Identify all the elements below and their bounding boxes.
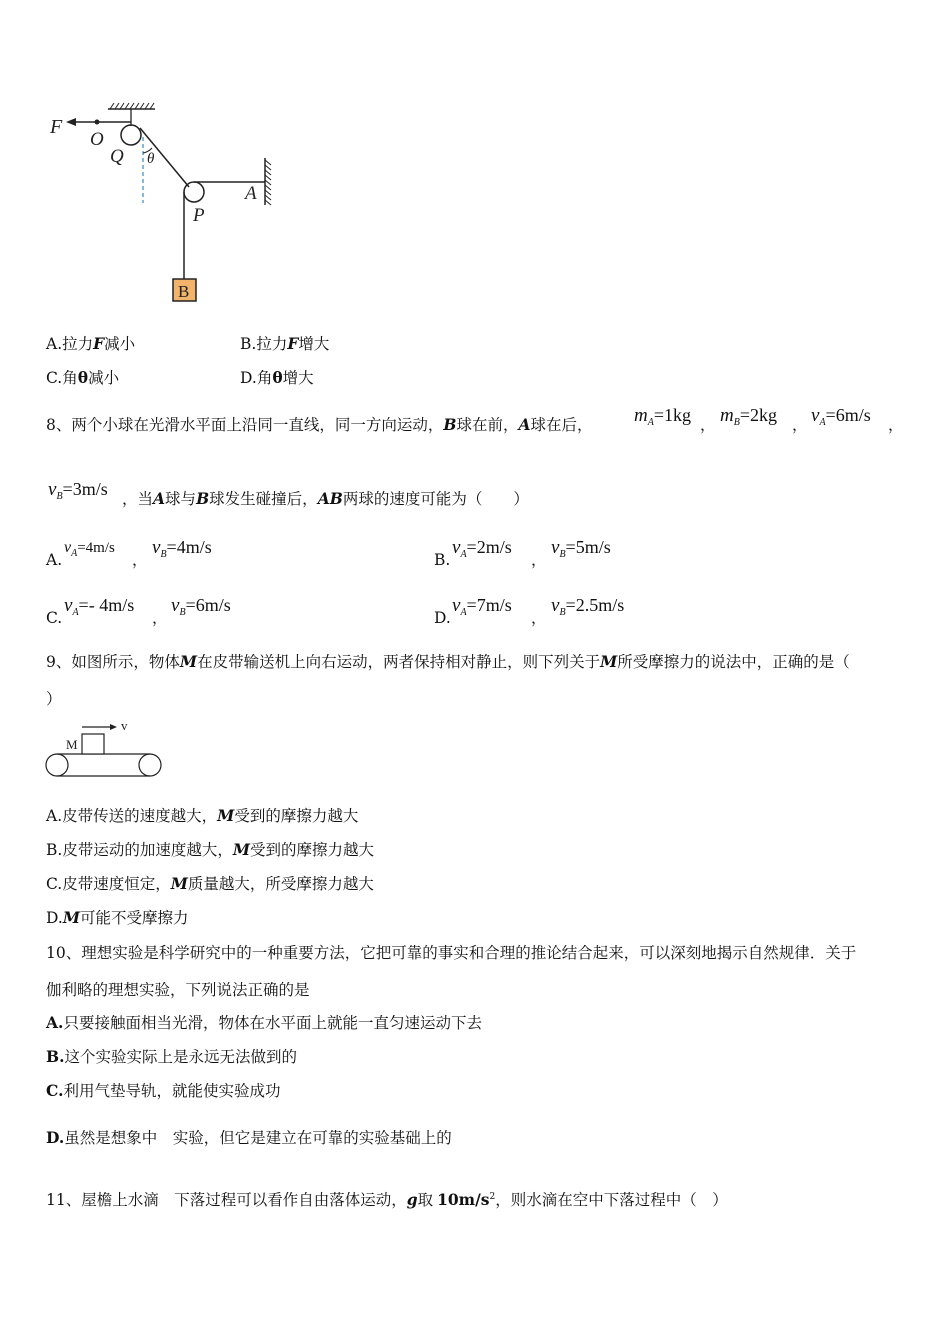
q8-velocity-b: $v_B=3m/s$ — [48, 479, 108, 502]
q8-option-a-comma: ， — [132, 551, 148, 569]
label-m: M — [66, 737, 78, 752]
q8-option-c-comma: ， — [152, 609, 168, 627]
q11-stem: 11、屋檐上水滴 下落过程可以看作自由落体运动，g取 $10m/s^2$，则水滴在空中下落过程中（ ） — [46, 1190, 728, 1210]
label-o: O — [90, 129, 104, 150]
pulley-q — [121, 125, 141, 145]
roller-left — [46, 754, 68, 776]
q8-option-a-va: $v_A=4m/s$ — [64, 539, 115, 559]
q8-comma-1: ， — [700, 416, 716, 434]
q8-option-b-vb: $v_B=5m/s$ — [551, 537, 611, 560]
label-f: F — [50, 116, 63, 138]
q10-stem-line1: 10、理想实验是科学研究中的一种重要方法，它把可靠的事实和合理的推论结合起来，可以深刻地揭示自然规律．关于 — [46, 944, 857, 962]
label-a: A — [245, 183, 257, 204]
label-p: P — [193, 205, 205, 226]
roller-right — [139, 754, 161, 776]
q9-option-b: B.皮带运动的加速度越大，M受到的摩擦力越大 — [46, 840, 375, 859]
q8-stem-line1: 8、两个小球在光滑水平面上沿同一直线，同一方向运动，B球在前，A球在后， — [46, 415, 593, 434]
ceiling-hatch — [110, 103, 154, 109]
q9-stem-line2: ） — [46, 690, 62, 708]
velocity-arrowhead — [110, 724, 117, 730]
arrow-f — [66, 118, 76, 126]
label-theta: θ — [147, 151, 155, 167]
q7-option-d: D.角θ增大 — [240, 368, 314, 387]
q8-option-d-vb: $v_B=2.5m/s$ — [551, 595, 625, 618]
pulley-diagram — [40, 95, 290, 310]
label-v: v — [121, 718, 128, 733]
label-b: B — [178, 282, 190, 301]
q8-stem-line2: ，当A球与B球发生碰撞后，AB两球的速度可能为（ ） — [122, 489, 529, 508]
point-o — [95, 120, 100, 125]
q9-option-d: D.M可能不受摩擦力 — [46, 908, 189, 927]
block-m — [82, 734, 104, 754]
q10-option-c: C.利用气垫导轨，就能使实验成功 — [46, 1081, 281, 1100]
q8-option-d-va: $v_A=7m/s$ — [452, 595, 512, 618]
q9-stem-line1: 9、如图所示，物体M在皮带输送机上向右运动，两者保持相对静止，则下列关于M所受摩擦力的说法中，正确的是（ — [46, 652, 850, 671]
q8-mass-a: $m_A=1kg$ — [634, 405, 691, 428]
q8-velocity-a: $v_A=6m/s$ — [811, 405, 871, 428]
wall-hatch — [265, 160, 271, 205]
q8-comma-3: ， — [888, 416, 904, 434]
q9-option-a: A.皮带传送的速度越大，M受到的摩擦力越大 — [46, 806, 359, 825]
conveyor-belt-diagram — [40, 714, 170, 782]
q8-option-a-vb: $v_B=4m/s$ — [152, 537, 212, 560]
q8-option-b-va: $v_A=2m/s$ — [452, 537, 512, 560]
q10-option-d: D.虽然是想象中 实验，但它是建立在可靠的实验基础上的 — [46, 1128, 452, 1147]
q7-option-b: B.拉力F增大 — [240, 334, 330, 353]
q7-option-c: C.角θ减小 — [46, 368, 120, 387]
label-q: Q — [110, 146, 124, 167]
q10-option-b: B.这个实验实际上是永远无法做到的 — [46, 1047, 298, 1066]
q8-option-c-va: $v_A=-$ 4m/s — [64, 595, 135, 618]
q8-option-a-prefix: A. — [46, 551, 63, 569]
q7-option-a: A.拉力F减小 — [46, 334, 136, 353]
q8-option-b-prefix: B. — [434, 551, 451, 569]
q8-option-d-prefix: D. — [434, 609, 451, 627]
q8-option-d-comma: ， — [531, 609, 547, 627]
pulley-p — [184, 182, 204, 202]
q8-option-c-vb: $v_B=6m/s$ — [171, 595, 231, 618]
q8-comma-2: ， — [792, 416, 808, 434]
q8-option-b-comma: ， — [531, 551, 547, 569]
q10-option-a: A.只要接触面相当光滑，物体在水平面上就能一直匀速运动下去 — [46, 1013, 482, 1032]
q9-option-c: C.皮带速度恒定，M质量越大，所受摩擦力越大 — [46, 874, 374, 893]
q8-option-c-prefix: C. — [46, 609, 63, 627]
q10-stem-line2: 伽利略的理想实验，下列说法正确的是 — [46, 981, 310, 999]
q8-mass-b: $m_B=2kg$ — [720, 405, 777, 428]
